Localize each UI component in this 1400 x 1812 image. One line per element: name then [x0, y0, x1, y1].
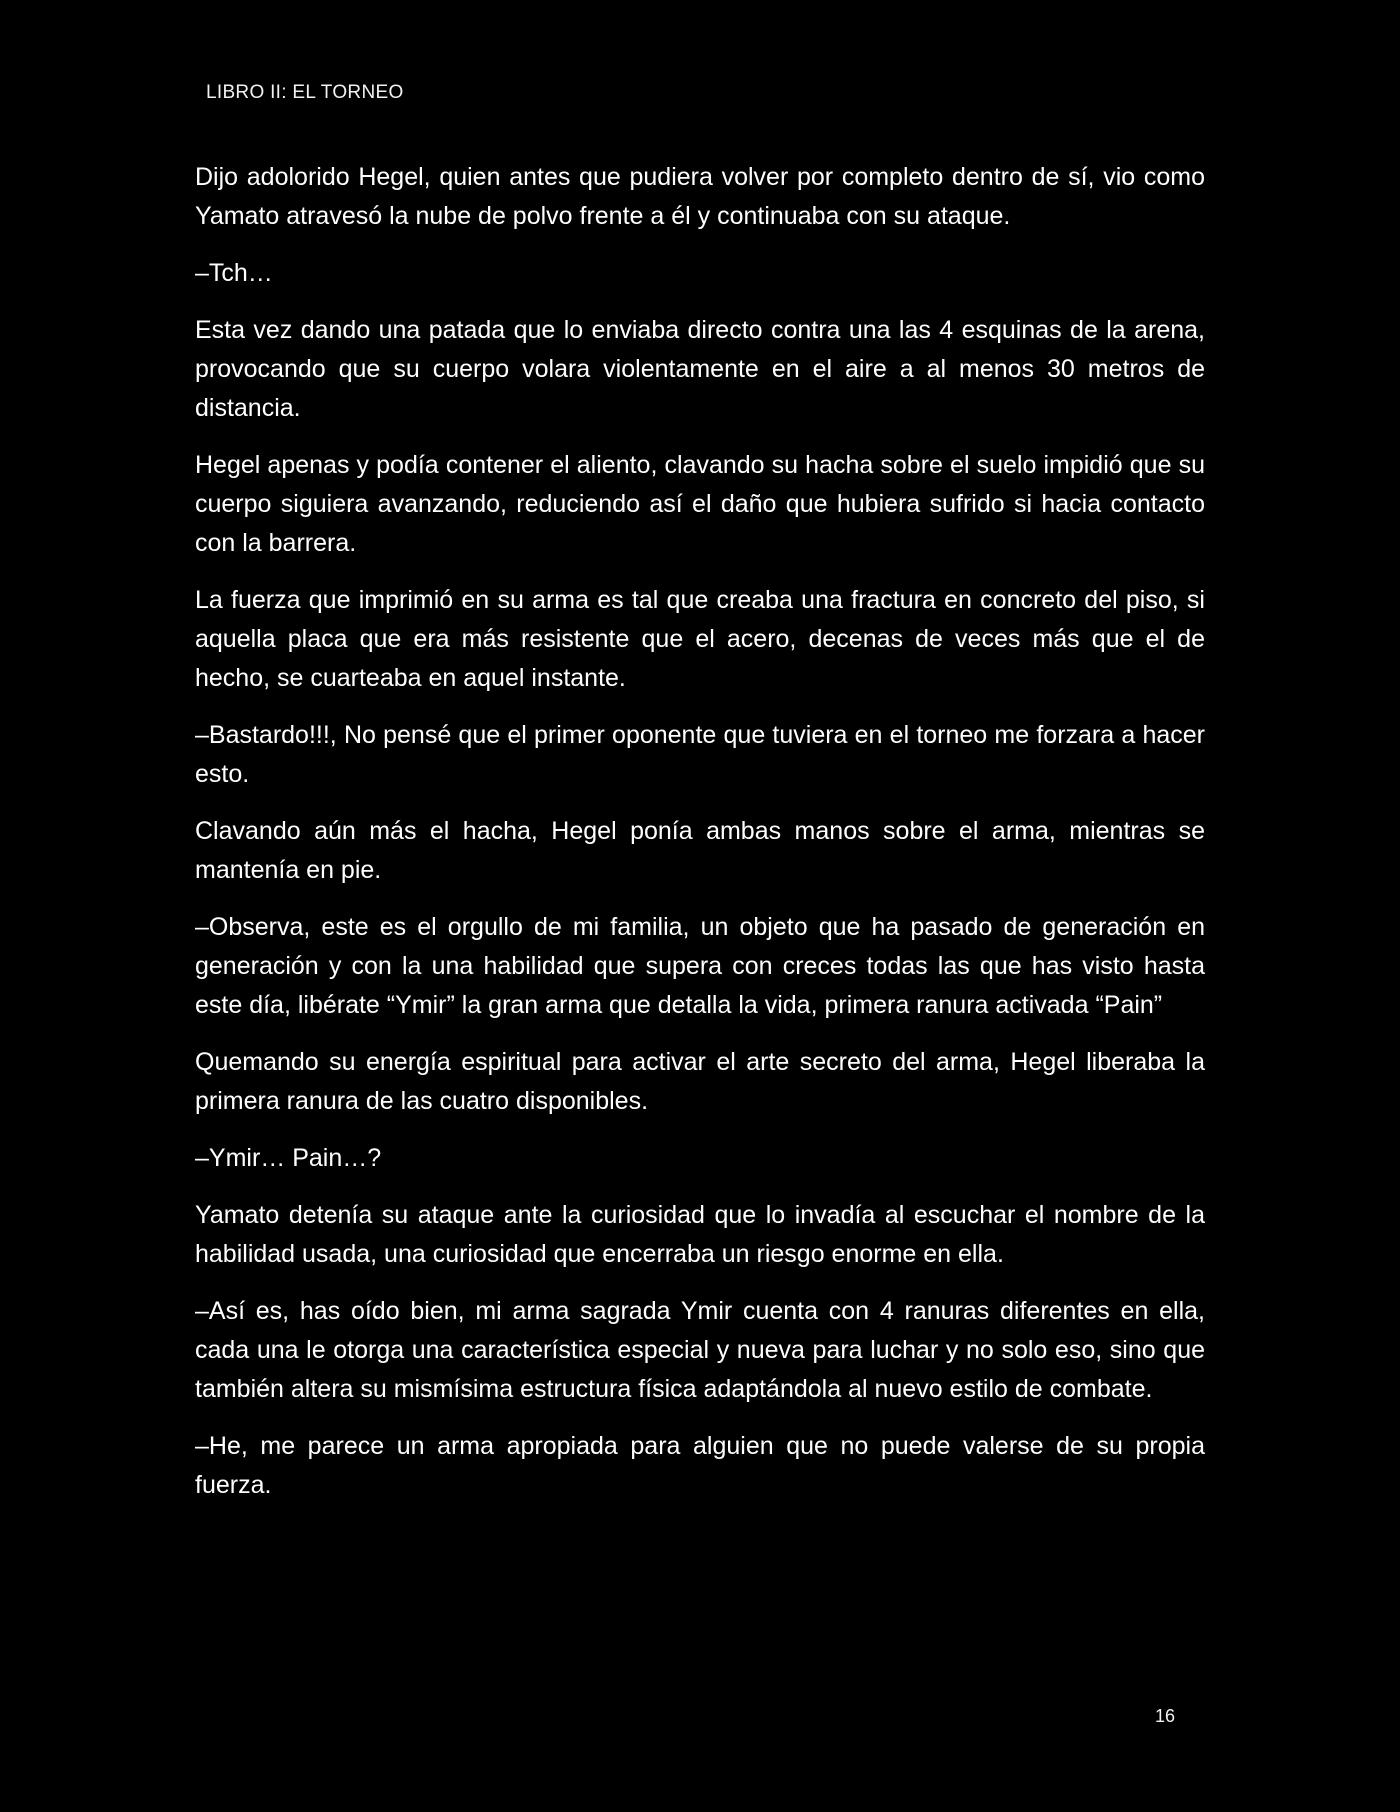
- paragraph: –Tch…: [195, 259, 273, 287]
- paragraph: –Bastardo!!!, No pensé que el primer oponente que tuviera en el torneo me forzara a hacer esto.: [195, 721, 1205, 788]
- body-text: [195, 158, 1205, 1523]
- paragraph: Yamato detenía su ataque ante la curiosidad que lo invadía al escuchar el nombre de la habilidad usada, una curiosidad que encerraba un riesgo enorme en ella.: [195, 1201, 1205, 1268]
- paragraph: Dijo adolorido Hegel, quien antes que pudiera volver por completo dentro de sí, vio como Yamato atravesó la nube de polvo frente a él y continuaba con su ataque.: [195, 163, 1205, 230]
- paragraph: Quemando su energía espiritual para activar el arte secreto del arma, Hegel liberaba la primera ranura de las cuatro disponibles.: [195, 1048, 1205, 1115]
- paragraph: –Así es, has oído bien, mi arma sagrada Ymir cuenta con 4 ranuras diferentes en ella, cada una le otorga una característica especial y nueva para luchar y no solo eso, sino que también altera su mismísima estructura física adaptándola al nuevo estilo de combate.: [195, 1297, 1205, 1403]
- paragraph: La fuerza que imprimió en su arma es tal que creaba una fractura en concreto del piso, si aquella placa que era más resistente que el acero, decenas de veces más que el de hecho, se cuarteaba en aquel instante.: [195, 586, 1205, 692]
- page-number: 16: [1155, 1706, 1176, 1726]
- paragraph: Hegel apenas y podía contener el aliento, clavando su hacha sobre el suelo impidió que su cuerpo siguiera avanzando, reduciendo así el daño que hubiera sufrido si hacia contacto con la barrera.: [195, 451, 1205, 557]
- paragraph: –He, me parece un arma apropiada para alguien que no puede valerse de su propia fuerza.: [195, 1432, 1205, 1499]
- paragraph: Clavando aún más el hacha, Hegel ponía ambas manos sobre el arma, mientras se mantenía en pie.: [195, 817, 1205, 884]
- paragraph: Esta vez dando una patada que lo enviaba directo contra una las 4 esquinas de la arena, provocando que su cuerpo volara violentamente en el aire a al menos 30 metros de distancia.: [195, 316, 1205, 422]
- paragraph: –Ymir… Pain…?: [195, 1144, 382, 1172]
- paragraph: –Observa, este es el orgullo de mi familia, un objeto que ha pasado de generación en generación y con la una habilidad que supera con creces todas las que has visto hasta este día, libérate “Ymir” la gran arma que detalla la vida, primera ranura activada “Pain”: [195, 913, 1205, 1019]
- running-header: LIBRO II: EL TORNEO: [206, 82, 404, 103]
